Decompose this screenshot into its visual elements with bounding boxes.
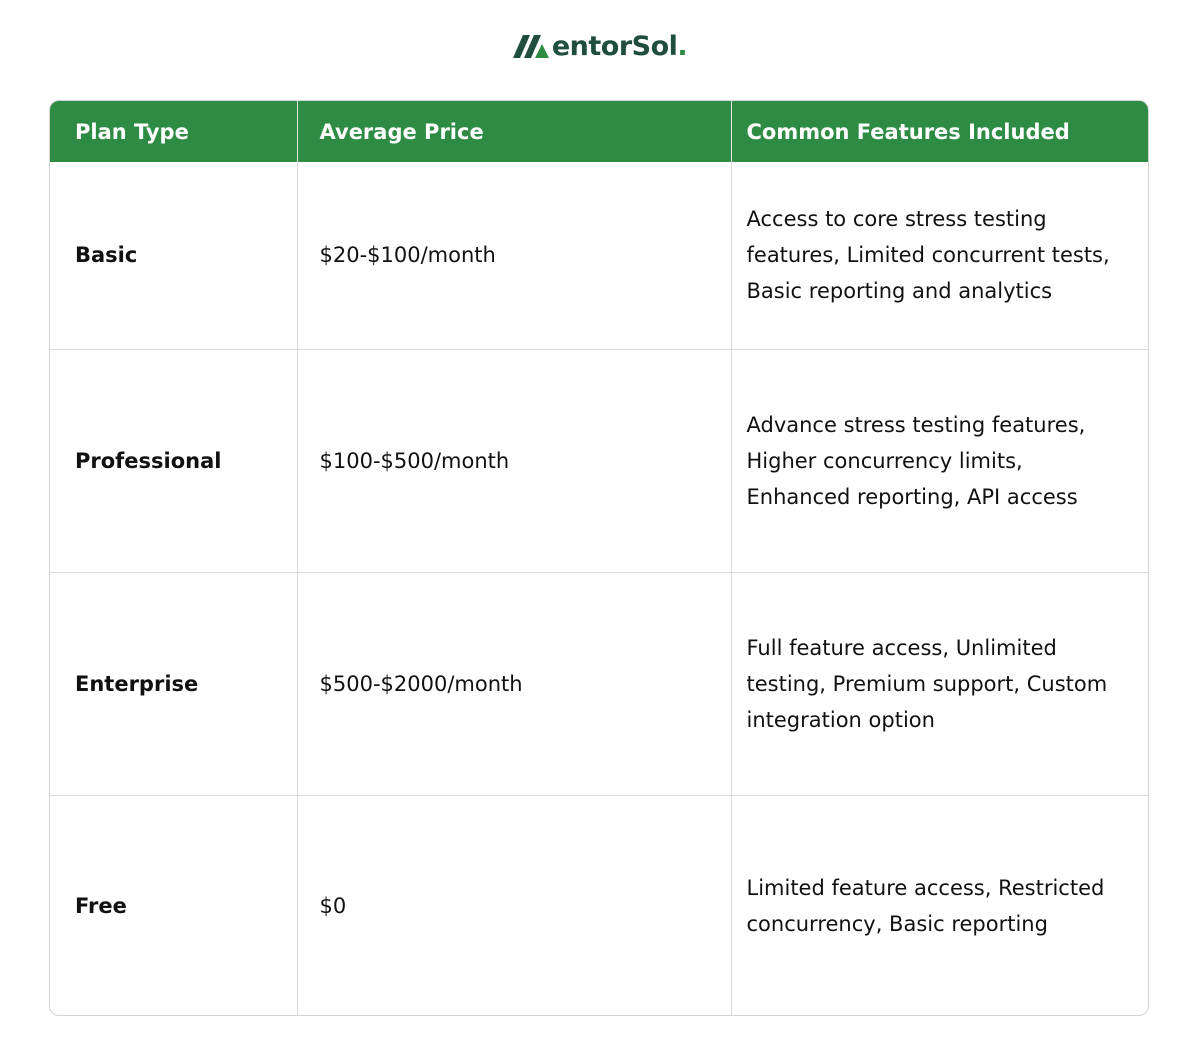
features-cell: Advance stress testing features, Higher concurrency limits, Enhanced reporting, API access	[731, 349, 1148, 572]
logo-m-icon	[513, 33, 551, 59]
pricing-table	[50, 101, 1148, 1016]
features-cell: Access to core stress testing features, Limited concurrent tests, Basic reporting and analytics	[731, 162, 1148, 349]
logo-dot: .	[677, 30, 688, 62]
price-cell: $500-$2000/month	[297, 572, 731, 795]
table-row-basic	[50, 162, 1148, 349]
table-row-enterprise	[50, 572, 1148, 795]
logo-wordmark	[551, 30, 688, 62]
header-average-price: Average Price	[297, 101, 731, 162]
logo-group	[513, 30, 688, 62]
plan-cell: Free	[75, 893, 127, 918]
plan-cell: Professional	[75, 448, 222, 473]
table-row-free	[50, 795, 1148, 1016]
logo-text-entor: entor	[551, 30, 632, 62]
header-common-features: Common Features Included	[731, 101, 1148, 162]
logo-text-sol: Sol	[631, 30, 678, 62]
header-row	[50, 101, 1148, 162]
features-cell: Limited feature access, Restricted concurrency, Basic reporting	[731, 795, 1148, 1016]
pricing-table-container	[49, 100, 1149, 1016]
table-row-professional	[50, 349, 1148, 572]
features-cell: Full feature access, Unlimited testing, Premium support, Custom integration option	[731, 572, 1148, 795]
price-cell: $0	[297, 795, 731, 1016]
plan-cell: Basic	[75, 243, 138, 268]
table-body	[50, 162, 1148, 1016]
price-cell: $100-$500/month	[297, 349, 731, 572]
table-header	[50, 101, 1148, 162]
price-cell: $20-$100/month	[297, 162, 731, 349]
brand-logo	[0, 26, 1200, 66]
plan-cell: Enterprise	[75, 671, 199, 696]
header-plan-type: Plan Type	[75, 119, 189, 144]
